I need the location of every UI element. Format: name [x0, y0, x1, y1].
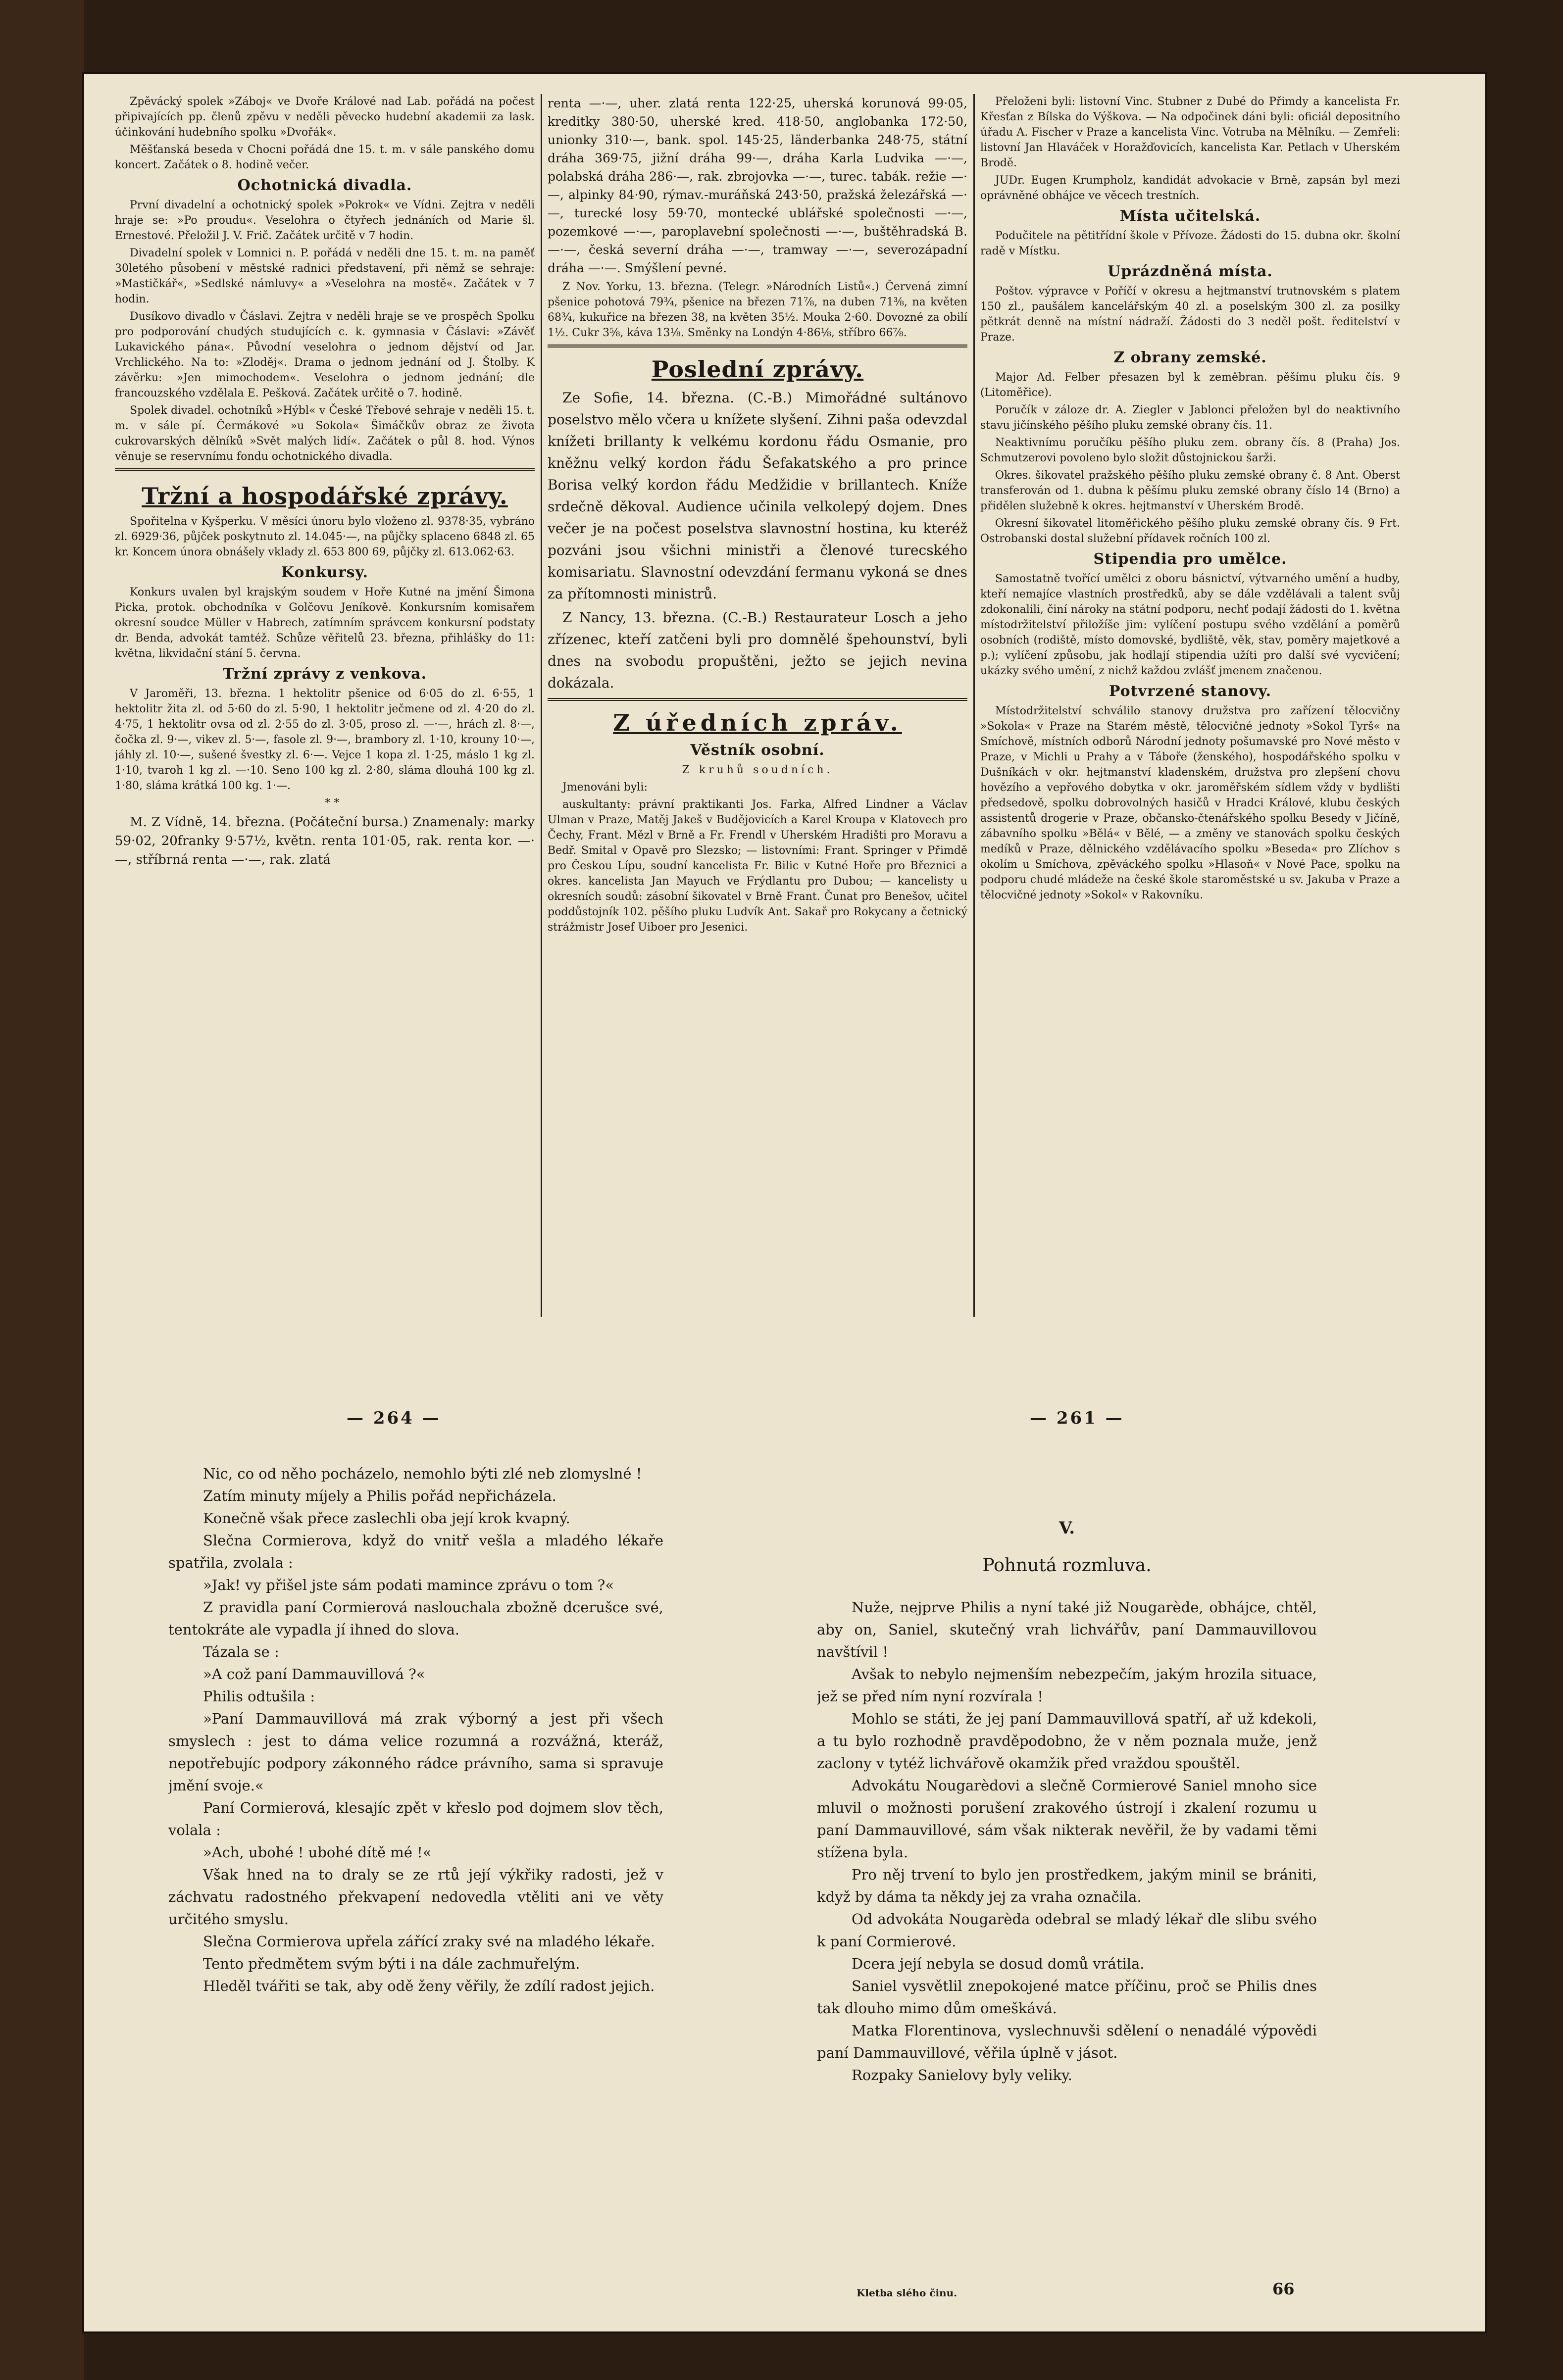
- chapter-number: V.: [1059, 1518, 1075, 1538]
- paragraph: »Jak! vy přišel jste sám podati mamince zprávu o tom ?«: [203, 1577, 614, 1593]
- book-right-page: [817, 1463, 1317, 2255]
- paragraph: Okres. šikovatel pražského pěšího pluku zemské obrany č. 8 Ant. Oberst transferován od 1. dubna k pěšímu pluku zemské obrany číslo 14 (Brno) a přidělen služebně k okres. hejtmanství v Uherském Brodě.: [980, 469, 1400, 512]
- paragraph: JUDr. Eugen Krumpholz, kandidát advokacie v Brně, zapsán byl mezi oprávněné obhájce ve věcech trestních.: [980, 174, 1400, 202]
- section-title-ochotnicka: Ochotnická divadla.: [237, 177, 412, 194]
- section-title-konkursy: Konkursy.: [281, 564, 368, 581]
- paragraph: Nic, co od něho pocházelo, nemohlo býti zlé neb zlomyslné !: [203, 1465, 642, 1482]
- paragraph: Ze Sofie, 14. března. (C.-B.) Mimořádné sultánovo poselstvo mělo včera u knížete slyšení. Zihni paša odevzdal knížeti brillanty k velkému kordonu řádu Osmanie, pro kněžnu velký kordon řádu Šefakatského a pro prince Borisa velký kordon řádu Medžidie v brillantech. Kníže srdečně děkoval. Audience učinila velkolepý dojem. Dnes večer je na počest poselstva slavnostní hostina, ku kteréž pozváni jsou všichni ministři a členové turecského komisariatu. Slavnostní odevzdání fermanu vykoná se dnes za přítomnosti ministrů.: [548, 390, 967, 602]
- paragraph: Dusíkovo divadlo v Čáslavi. Zejtra v neděli hraje se ve prospěch Spolku pro podporování chudých studujících c. k. gymnasia v Čáslavi: »Závěť Lukavického pána«. Původní veselohra o jednom dějství od Jar. Vrchlického. Na to: »Zloděj«. Drama o jednom jednání od J. Štolby. K závěrku: »Jen mimochodem«. Veselohra o jednom jednání; dle francouzského vzdělala E. Pešková. Začátek určitě o 7. hodině.: [115, 310, 535, 399]
- paragraph: Tento předmětem svým býti i na dále zachmuřelým.: [203, 1955, 580, 1972]
- paragraph: Zatím minuty míjely a Philis pořád nepřicházela.: [203, 1488, 556, 1504]
- paragraph: Slečna Cormierova, když do vnitř vešla a mladého lékaře spatřila, zvolala :: [168, 1532, 663, 1571]
- paragraph: Zpěvácký spolek »Záboj« ve Dvoře Králové nad Lab. pořádá na počest připivajících pp. členů zpěvu v neděli pěvecko hudební akademii za lask. účinkování hudebního spolku »Dvořák«.: [115, 96, 535, 139]
- section-title-trzni-venkov: Tržní zprávy z venkova.: [222, 665, 427, 683]
- paragraph: Přeloženi byli: listovní Vinc. Stubner z Dubé do Přimdy a kancelista Fr. Křesťan z Bílska do Výškova. — Na odpočinek dáni byli: oficiál depositního úřadu A. Fischer v Praze a kancelista Vinc. Votruba na Mělníku. — Zemřeli: listovní Jan Hlaváček v Horažďovicích, kancelista Kar. Petlach v Uherském Brodě.: [980, 96, 1400, 169]
- book-left-text: [168, 1463, 663, 1997]
- paragraph: Neaktivnímu poručíku pěšího pluku zem. obrany čís. 8 (Praha) Jos. Schmutzerovi povoleno bylo složit důstojnickou šarži.: [980, 437, 1400, 464]
- section-divider: [548, 345, 967, 347]
- paragraph: Spořitelna v Kyšperku. V měsíci únoru bylo vloženo zl. 9378·35, vybráno zl. 6929·36, půjček poskytnuto zl. 14.045·—, na půjčky splaceno 6848 zl. 65 kr. Koncem února obnášely vklady zl. 653 800 69, půjčky zl. 613.062·63.: [115, 515, 535, 558]
- paragraph: Od advokáta Nougarèda odebral se mladý lékař dle slibu svého k paní Cormierové.: [817, 1911, 1317, 1950]
- col3-intro: [980, 94, 1400, 203]
- section-title-vestnik: Věstník osobní.: [690, 742, 825, 759]
- col1-section2: [115, 514, 535, 560]
- section-title-stanovy: Potvrzené stanovy.: [1109, 683, 1272, 700]
- newyork-report: Z Nov. Yorku, 13. března. (Telegr. »Národních Listů«.) Červená zimní pšenice pohotová 79¾, pšenice na březen 71⅞, na duben 71⅜, na květen 68¾, kukuřice na březen 38, na květen 35½. Mouka 2·60. Dovozné za obilí 1½. Cukr 3⅝, káva 13⅛. Směnky na Londýn 4·86⅛, stříbro 66⅞.: [548, 281, 967, 339]
- paragraph: Matka Florentinova, vyslechnuvši sdělení o nenadálé výpovědi paní Dammauvillové, věřila úplně v jásot.: [817, 2022, 1317, 2061]
- paragraph: Dcera její nebyla se dosud domů vrátila.: [852, 1955, 1145, 1972]
- paragraph: Podučitele na pětitřídní škole v Přívoze. Žádosti do 15. dubna okr. školní radě v Místku.: [980, 230, 1400, 257]
- paragraph: Měšťanská beseda v Chocni pořádá dne 15. t. m. v sále panského domu koncert. Začátek o 8. hodině večer.: [115, 144, 535, 171]
- paragraph: Však hned na to draly se ze rtů její výkřiky radosti, jež v záchvatu radostného překvapení nedovedla vtěliti ani ve věty určitého smyslu.: [168, 1866, 663, 1928]
- column-2: [548, 94, 967, 1317]
- col3-stanovy: [980, 703, 1400, 903]
- paragraph: V Jaroměři, 13. března. 1 hektolitr pšenice od 6·05 do zl. 6·55, 1 hektolitr žita zl. od 5·60 do zl. 5·90, 1 hektolitr ječmene od zl. 4·20 do zl. 4·75, 1 hektolitr ovsa od zl. 2·55 do zl. 3·05, proso zl. —·—, hrách zl. 8·—, čočka zl. 9·—, vikev zl. 5·—, fasole zl. 9·—, brambory zl. 1·10, krouny 10·—, jáhly zl. 10·—, sušené švestky zl. 6·—. Vejce 1 kopa zl. 1·25, máslo 1 kg zl. 1·10, tvaroh 1 kg zl. —·10. Seno 100 kg zl. 2·80, sláma dlouhá 100 kg zl. 1·80, sláma krátká 100 kg. 1·—.: [115, 688, 535, 792]
- col3-uprazdnena: [980, 284, 1400, 345]
- paragraph: Hleděl tvářiti se tak, aby odě ženy věřily, že zdílí radost jejich.: [203, 1978, 655, 1994]
- page-edge: [0, 0, 84, 2380]
- paragraph: Nuže, nejprve Philis a nyní také již Nougarède, obhájce, chtěl, aby on, Saniel, skutečný vrah lichvářův, paní Dammauvillovou navštívil !: [817, 1599, 1317, 1660]
- paragraph: Saniel vysvětlil znepokojené matce příčinu, proč se Philis dnes tak dlouho mimo dům omeškává.: [817, 1978, 1317, 2017]
- col2-posledni: [548, 387, 967, 694]
- column-rule-1: [541, 94, 542, 1317]
- book-left-page: [168, 1463, 663, 2265]
- section-title-uredni: Z úředních zpráv.: [613, 709, 902, 736]
- paragraph: »Ach, ubohé ! ubohé dítě mé !«: [203, 1844, 432, 1861]
- left-page-number: — 264 —: [347, 1408, 441, 1428]
- section-divider: [548, 698, 967, 701]
- col3-mista: [980, 228, 1400, 259]
- paragraph: Konečně však přece zaslechli oba její krok kvapný.: [203, 1510, 570, 1527]
- column-1: [115, 94, 535, 1317]
- paragraph: Tázala se :: [203, 1643, 279, 1660]
- col1-konkursy: [115, 585, 535, 661]
- col1-intro: [115, 94, 535, 173]
- paragraph: Slečna Cormierova upřela zářící zraky své na mladého lékaře.: [203, 1933, 655, 1950]
- paragraph: Paní Cormierová, klesajíc zpět v křeslo pod dojmem slov těch, volala :: [168, 1799, 663, 1838]
- section-title-uprazdnena: Uprázdněná místa.: [1108, 263, 1273, 280]
- col3-obrany: [980, 370, 1400, 546]
- paragraph: Z pravidla paní Cormierová naslouchala zbožně dcerušce své, tentokráte ale vypadla jí ihned do slova.: [168, 1599, 663, 1638]
- paragraph: Konkurs uvalen byl krajským soudem v Hoře Kutné na jmění Šimona Picka, protok. obchodníka v Golčovu Jeníkově. Konkursním komisařem okresní soudce Müller v Habrech, zatímním správcem konkursní podstaty dr. Benda, advokát tamtéž. Schůze věřitelů 23. března, přihlášky do 11: května, likvidační stání 5. června.: [115, 586, 535, 660]
- paragraph: »Paní Dammauvillová má zrak výborný a jest při všech smyslech : jest to dáma velice rozumná a rozvážná, kteráž, nepotřebujíc podpory zákonného rádce právního, sama si spravuje jmění svoje.«: [168, 1710, 663, 1794]
- paragraph: Major Ad. Felber přesazen byl k zeměbran. pěšímu pluku čís. 9 (Litoměřice).: [980, 371, 1400, 399]
- paragraph: Poštov. výpravce v Poříčí v okresu a hejtmanství trutnovském s platem 150 zl., paušálem kancelářským 40 zl. a poselským 300 zl. za posilky pětkrát denně na místní nádraží. Žádosti do 3 neděl pošt. ředitelství v Praze.: [980, 285, 1400, 344]
- section-sub-soudni: Z kruhů soudních.: [682, 764, 833, 776]
- paragraph: Avšak to nebylo nejmenším nebezpečím, jakým hrozila situace, jež se před ním nyní rozvírala !: [817, 1666, 1317, 1705]
- paragraph: Mohlo se státi, že jej paní Dammauvillová spatří, ař už kdekoli, a tu bylo rozhodně pravděpodobno, že v něm poznala muže, jenž zaclony v tytéž lichvářově okamžik před vraždou spouštěl.: [817, 1710, 1317, 1772]
- vienna-bourse: M. Z Vídně, 14. března. (Počáteční bursa.) Znamenaly: marky 59·02, 20franky 9·57½, květn. renta 101·05, rak. renta kor. —·—, stříbrná renta —·—, rak. zlatá: [115, 815, 535, 867]
- paragraph: »A což paní Dammauvillová ?«: [203, 1666, 425, 1683]
- section-title-mista: Místa učitelská.: [1119, 207, 1261, 225]
- paragraph: Samostatně tvořící umělci z oboru básnictví, výtvarného umění a hudby, kteří nemajíce vlastních prostředků, aby se dále vzdělávali a talent svůj zdokonalili, činí nároky na státní podporu, nechť podají žádosti do 1. května místodržitelství přiložíše jim: vylíčení postupu svého vzdělání a poměrů osobních (rodiště, místo domovské, bydliště, věk, stav, poměry majetkové a p.); vylíčení způsobu, jak hodlají stipendia užíti pro další své vycvičení; ukázky svého umění, z nichž každou zvlášť jmenem značenou.: [980, 573, 1400, 677]
- col2-vestnik: [548, 780, 967, 935]
- col1-section1: [115, 198, 535, 464]
- paragraph: Jmenováni byli:: [562, 781, 648, 793]
- column-rule-2: [973, 94, 975, 1317]
- book-right-text: [817, 1596, 1317, 2086]
- paragraph: Místodržitelství schválilo stanovy družstva pro zařízení tělocvičny »Sokola« v Praze na Starém městě, tělocvičné jednoty »Sokol Tyrš« na Smíchově, místních odborů Národní jednoty pošumavské pro Nové město v Praze, v Michli u Prahy a v Táboře (ženského), hospodářského spolku v Dušníkách v okr. hejtmanství kladenském, družstva pro zlepšení chovu hovězího a vepřového dobytka v okr. jaroměřském sídlem vždy v bydlišti předsedově, spolku dobrovolných hasičů v Hradci Králové, klubu českých assistentů drogerie v Praze, občansko-čtenářského spolku Besedy v Jičíně, zábavního spolku »Bělá« v Bělé, — a změny ve stanovách spolku českých medíků v Praze, dělnického vzdělávacího spolku »Beseda« pro Zlíchov s okolím u Smíchova, zpěváckého spolku »Hlasoň« v Nové Pace, spolku na podporu chudé mládeže na české škole staroměstské u sv. Jakuba v Praze a tělocvičné jednoty »Sokol« v Rakovníku.: [980, 705, 1400, 901]
- chapter-title: Pohnutá rozmluva.: [982, 1555, 1152, 1576]
- right-page-number: — 261 —: [1030, 1408, 1124, 1428]
- paragraph: Pro něj trvení to bylo jen prostředkem, jakým minil se brániti, když by dáma ta někdy jej za vraha označila.: [817, 1866, 1317, 1905]
- section-title-posledni: Poslední zprávy.: [651, 356, 864, 383]
- paragraph: Spolek divadel. ochotníků »Hýbl« v České Třebové sehraje v neděli 15. t. m. v sále pí. Čermákové »u Sokola« Šimáčkův obraz ze života cukrovarských dělníků »Svět malých lidí«. Začátek o půl 8. hod. Výnos věnuje se reservnímu fondu ochotnického divadla.: [115, 404, 535, 463]
- market-prices: renta —·—, uher. zlatá renta 122·25, uherská korunová 99·05, kreditky 380·50, uherské kred. 418·50, anglobanka 172·50, unionky 310·—, bank. spol. 145·25, länderbanka 248·75, státní dráha 369·75, jižní dráha 99·—, dráha Karla Ludvika —·—, polabská dráha 286·—, rak. zbrojovka —·—, turec. tabák. režie —·—, alpinky 84·90, rýmav.-muráňská 243·50, pražská železářská —·—, turecké losy 59·70, montecké ublářské společnosti —·—, pozemkové —·—, paroplavební společnosti —·—, buštěhradská B. —·—, česká severní dráha —·—, tramway —·—, severozápadní dráha —·—. Smýšlení pevné.: [548, 96, 967, 275]
- column-3: [980, 94, 1400, 1317]
- stars-separator: * *: [325, 797, 340, 809]
- footer-sheet-number: 66: [1272, 2280, 1295, 2298]
- paragraph: Philis odtušila :: [203, 1688, 315, 1705]
- paragraph: auskultanty: právní praktikanti Jos. Farka, Alfred Lindner a Václav Ulman v Praze, Matěj Jakeš v Budějovicích a Karel Kroupa v Klatovech pro Čechy, Frant. Mězl v Brně a Fr. Frendl v Uherském Hradišti pro Moravu a Bedř. Smital v Opavě pro Slezsko; — listovními: Frant. Springer v Přimdě pro Českou Lípu, soudní kancelista Fr. Bilic v Kutné Hoře pro Březnici a okres. kancelista Jan Mayuch ve Frýdlantu pro Dubou; — kancelisty u okresních soudů: zásobní šikovatel v Brně Frant. Čunat pro Benešov, učitel poddůstojník 102. pěšího pluku Ludvík Ant. Sakař pro Rokycany a četnický strážmistr Josef Uiboer pro Jesenici.: [548, 798, 967, 934]
- footer-signature: Kletba slého činu.: [857, 2287, 958, 2299]
- col3-stipendia: [980, 571, 1400, 679]
- paragraph: První divadelní a ochotnický spolek »Pokrok« ve Vídni. Zejtra v neděli hraje se: »Po proudu«. Veselohra o čtyřech jednáních od Marie šl. Ernestové. Přeložil J. V. Frič. Začátek určitě v 7 hodin.: [115, 199, 535, 242]
- paragraph: Divadelní spolek v Lomnici n. P. pořádá v neděli dne 15. t. m. na paměť 30letého působení v městské radnici představení, při němž se sehraje: »Mastičkář«, »Sedlské námluvy« a »Veselohra na mostě«. Začátek v 7 hodin.: [115, 247, 535, 305]
- paragraph: Rozpaky Sanielovy byly veliky.: [852, 2067, 1072, 2083]
- col1-trzni: [115, 686, 535, 793]
- section-title-stipendia: Stipendia pro umělce.: [1093, 550, 1287, 568]
- paragraph: Z Nancy, 13. března. (C.-B.) Restaurateur Losch a jeho zřízenec, kteří zatčeni byli pro domnělé špehounství, byli dnes na svobodu propuštěni, ježto se jejich nevina dokázala.: [548, 609, 967, 691]
- paragraph: Poručík v záloze dr. A. Ziegler v Jablonci přeložen byl do neaktivního stavu jičínského pěšího pluku zemské obrany čís. 11.: [980, 404, 1400, 432]
- paragraph: Okresní šikovatel litoměřického pěšího pluku zemské obrany čís. 9 Frt. Ostrobanski dostal služební přídavek ročních 100 zl.: [980, 517, 1400, 545]
- section-divider: [115, 468, 535, 474]
- section-title-obrany: Z obrany zemské.: [1113, 349, 1267, 366]
- paragraph: Advokátu Nougarèdovi a slečně Cormierové Saniel mnoho sice mluvil o možnosti porušení zrakového ústrojí i zkalení rozumu u paní Dammauvillové, sám však nikterak nevěřil, že by vadami těmi stížena byla.: [817, 1777, 1317, 1861]
- section-title-trzni: Tržní a hospodářské zprávy.: [142, 483, 508, 509]
